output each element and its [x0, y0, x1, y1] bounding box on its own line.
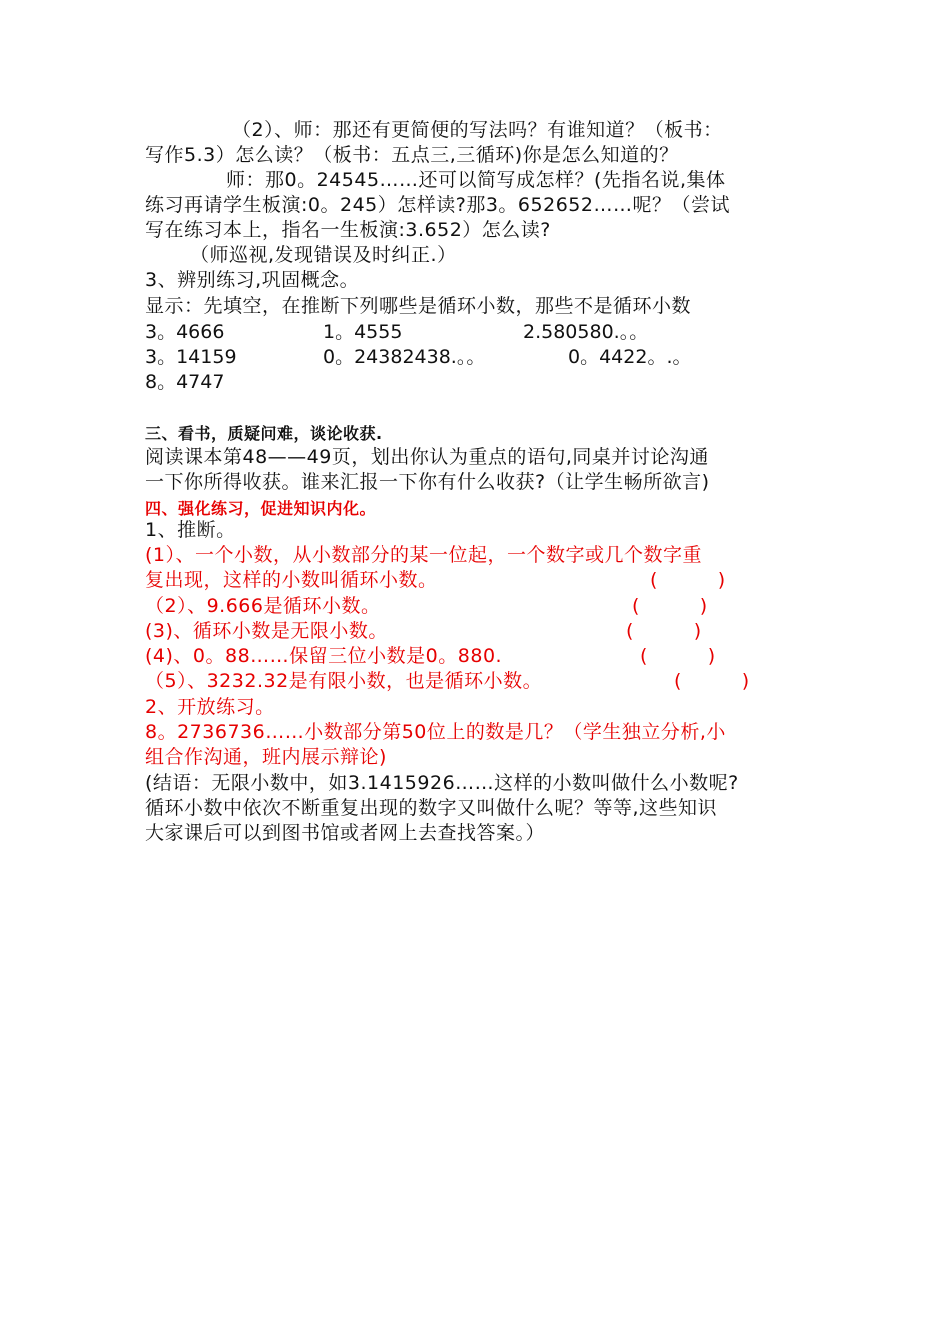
decimal-number: 0。24382438.。。	[323, 346, 486, 368]
decimal-number: 8。4747	[145, 371, 225, 393]
exercise-title: 2、开放练习。	[145, 696, 275, 718]
exercise-title: 1、推断。	[145, 519, 236, 541]
answer-blank[interactable]: ( )	[650, 569, 726, 591]
judge-statement: 复出现，这样的小数叫循环小数。	[145, 569, 438, 591]
open-question: 8。2736736……小数部分第50位上的数是几？（学生独立分析,小	[145, 721, 726, 743]
teacher-question-line: （2）、师：那还有更简便的写法吗？有谁知道？（板书：	[232, 119, 723, 141]
reading-instruction: 阅读课本第48——49页，划出你认为重点的语句,同桌并讨论沟通	[145, 446, 709, 468]
decimal-number: 2.580580.。。	[523, 321, 649, 343]
exercise-prompt: 显示：先填空，在推断下列哪些是循环小数，那些不是循环小数	[145, 295, 692, 317]
teacher-question-line: 写作5.3）怎么读？（板书：五点三,三循环)你是怎么知道的？	[145, 144, 679, 166]
conclusion-text: 大家课后可以到图书馆或者网上去查找答案。）	[145, 822, 546, 844]
teacher-note: （师巡视,发现错误及时纠正.）	[190, 244, 457, 266]
conclusion-text: (结语：无限小数中，如3.1415926……这样的小数叫做什么小数呢?	[145, 772, 739, 794]
judge-statement: (3)、循环小数是无限小数。	[145, 620, 388, 642]
conclusion-text: 循环小数中依次不断重复出现的数字又叫做什么呢？等等,这些知识	[145, 797, 718, 819]
judge-statement: (1）、一个小数，从小数部分的某一位起，一个数字或几个数字重	[145, 544, 703, 566]
decimal-number: 1。4555	[323, 321, 403, 343]
answer-blank[interactable]: ( )	[632, 595, 708, 617]
section-heading: 四、强化练习，促进知识内化。	[145, 499, 377, 518]
answer-blank[interactable]: ( )	[674, 670, 750, 692]
section-heading: 三、看书，质疑问难，谈论收获.	[145, 424, 383, 443]
judge-statement: (4)、0。88……保留三位小数是0。880.	[145, 645, 503, 667]
decimal-number: 3。4666	[145, 321, 225, 343]
judge-statement: （5）、3232.32是有限小数，也是循环小数。	[145, 670, 543, 692]
decimal-number: 0。4422。.。	[568, 346, 692, 368]
decimal-number: 3。14159	[145, 346, 237, 368]
exercise-title: 3、辨别练习,巩固概念。	[145, 269, 360, 291]
reading-instruction: 一下你所得收获。谁来汇报一下你有什么收获?（让学生畅所欲言)	[145, 471, 710, 493]
answer-blank[interactable]: ( )	[626, 620, 702, 642]
judge-statement: （2）、9.666是循环小数。	[145, 595, 381, 617]
teacher-question-line: 练习再请学生板演:0。245）怎样读?那3。652652……呢？（尝试	[145, 194, 730, 216]
teacher-question-line: 师：那0。24545……还可以简写成怎样？(先指名说,集体	[226, 169, 726, 191]
teacher-question-line: 写在练习本上，指名一生板演:3.652）怎么读?	[145, 219, 551, 241]
answer-blank[interactable]: ( )	[640, 645, 716, 667]
open-question: 组合作沟通，班内展示辩论)	[145, 746, 387, 768]
